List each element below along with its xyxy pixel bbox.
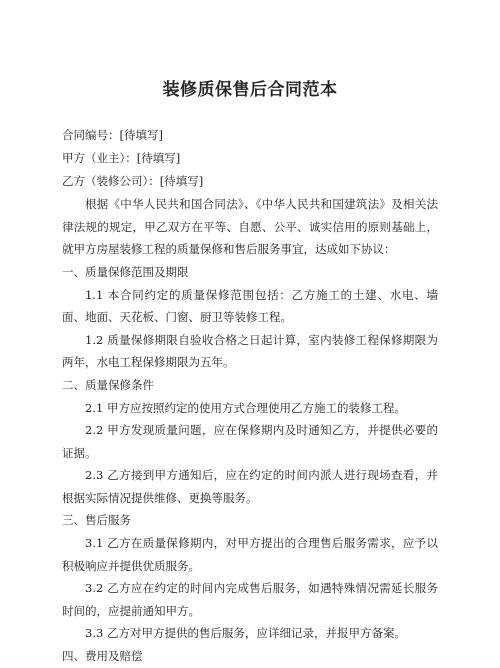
section-heading: 一、质量保修范围及期限	[62, 264, 189, 279]
party-a-field: 甲方（业主）：[待填写]	[62, 151, 181, 165]
party-b-field: 乙方（装修公司）：[待填写]	[62, 174, 204, 188]
clause-1-1: 1.1 本合同约定的质量保修范围包括：乙方施工的土建、水电、墙面、地面、天花板、门窗、厨卫等装修工程。	[62, 287, 438, 324]
clause-1-2: 1.2 质量保修期限自验收合格之日起计算，室内装修工程保修期限为两年，水电工程保修期限为五年。	[62, 332, 438, 369]
clause-3-1: 3.1 乙方在质量保修期内，对甲方提出的合理售后服务需求，应予以积极响应并提供优质服务。	[62, 536, 438, 573]
section-heading: 三、售后服务	[62, 513, 131, 527]
clause-3-2: 3.2 乙方应在约定的时间内完成售后服务，如遇特殊情况需延长服务时间的，应提前通知甲方。	[62, 581, 438, 618]
clause-2-2: 2.2 甲方发现质量问题，应在保修期内及时通知乙方，并提供必要的证据。	[62, 423, 438, 460]
clause-3-3: 3.3 乙方对甲方提供的售后服务，应详细记录，并报甲方备案。	[85, 626, 406, 640]
clause-2-1: 2.1 甲方应按照约定的使用方式合理使用乙方施工的装修工程。	[85, 400, 406, 415]
clause-2-3: 2.3 乙方接到甲方通知后，应在约定的时间内派人进行现场查看，并根据实际情况提供维修、更换等服务。	[62, 468, 438, 505]
intro-paragraph: 根据《中华人民共和国合同法》、《中华人民共和国建筑法》及相关法律法规的规定，甲乙双方在平等、自愿、公平、诚实信用的原则基础上，就甲方房屋装修工程的质量保修和售后服务事宜，达成如下协议：	[62, 197, 438, 256]
section-heading: 四、费用及赔偿	[62, 648, 143, 663]
section-heading: 二、质量保修条件	[62, 377, 154, 392]
document-title: 装修质保售后合同范本	[162, 80, 338, 100]
contract-number-field: 合同编号：[待填写]	[62, 128, 163, 142]
